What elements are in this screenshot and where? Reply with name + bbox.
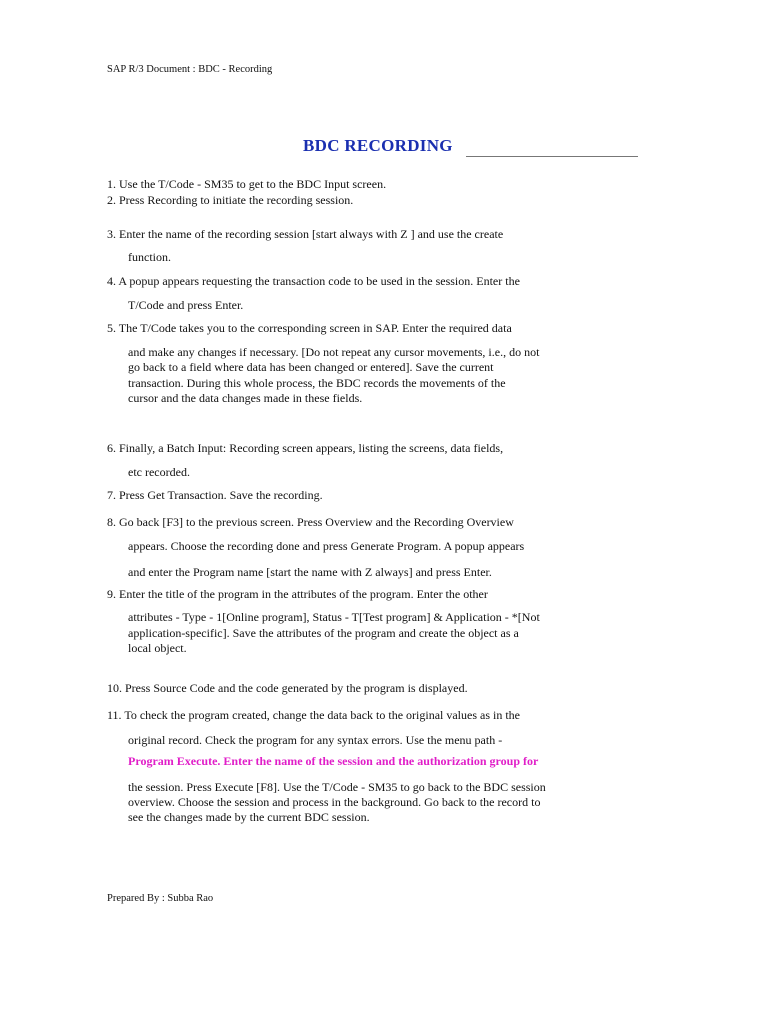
step-11-line-2: original record. Check the program for any syntax errors. Use the menu path - <box>128 733 503 747</box>
step-5-line-4: transaction. During this whole process, the BDC records the movements of the <box>128 376 506 390</box>
step-6-line-1: 6. Finally, a Batch Input: Recording screen appears, listing the screens, data fields, <box>107 441 504 455</box>
step-1: 1. Use the T/Code - SM35 to get to the BDC Input screen. <box>107 177 387 191</box>
step-5-line-3: go back to a field where data has been changed or entered]. Save the current <box>128 360 494 374</box>
prepared-by-footer: Prepared By : Subba Rao <box>107 893 214 904</box>
step-8-line-3: and enter the Program name [start the name with Z always] and press Enter. <box>128 565 492 579</box>
title-underline <box>466 156 638 157</box>
step-5-line-5: cursor and the data changes made in these fields. <box>128 391 363 405</box>
step-9-line-1: 9. Enter the title of the program in the attributes of the program. Enter the other <box>107 587 488 601</box>
step-8-line-1: 8. Go back [F3] to the previous screen. Press Overview and the Recording Overview <box>107 515 514 529</box>
page-header: SAP R/3 Document : BDC - Recording <box>107 64 273 75</box>
step-3-line-1: 3. Enter the name of the recording session [start always with Z ] and use the create <box>107 227 504 241</box>
step-6-line-2: etc recorded. <box>128 465 190 479</box>
step-9-line-2: attributes - Type - 1[Online program], Status - T[Test program] & Application - *[Not <box>128 610 540 624</box>
step-11-line-6: see the changes made by the current BDC session. <box>128 810 370 824</box>
step-5-line-2: and make any changes if necessary. [Do not repeat any cursor movements, i.e., do not <box>128 345 540 359</box>
step-3-line-2: function. <box>128 250 171 264</box>
step-5-line-1: 5. The T/Code takes you to the corresponding screen in SAP. Enter the required data <box>107 321 512 335</box>
step-7: 7. Press Get Transaction. Save the recording. <box>107 488 323 502</box>
step-2: 2. Press Recording to initiate the recording session. <box>107 193 354 207</box>
step-11-menu-path-highlight: Program Execute. Enter the name of the session and the authorization group for <box>128 754 539 768</box>
step-4-line-2: T/Code and press Enter. <box>128 298 244 312</box>
step-11-line-1: 11. To check the program created, change the data back to the original values as in the <box>107 708 520 722</box>
step-11-line-5: overview. Choose the session and process in the background. Go back to the record to <box>128 795 541 809</box>
step-9-line-3: application-specific]. Save the attributes of the program and create the object as a <box>128 626 519 640</box>
step-9-line-4: local object. <box>128 641 187 655</box>
step-4-line-1: 4. A popup appears requesting the transaction code to be used in the session. Enter the <box>107 274 520 288</box>
step-11-line-4: the session. Press Execute [F8]. Use the T/Code - SM35 to go back to the BDC session <box>128 780 546 794</box>
step-10: 10. Press Source Code and the code generated by the program is displayed. <box>107 681 468 695</box>
step-8-line-2: appears. Choose the recording done and press Generate Program. A popup appears <box>128 539 525 553</box>
document-title: BDC RECORDING <box>303 136 453 155</box>
